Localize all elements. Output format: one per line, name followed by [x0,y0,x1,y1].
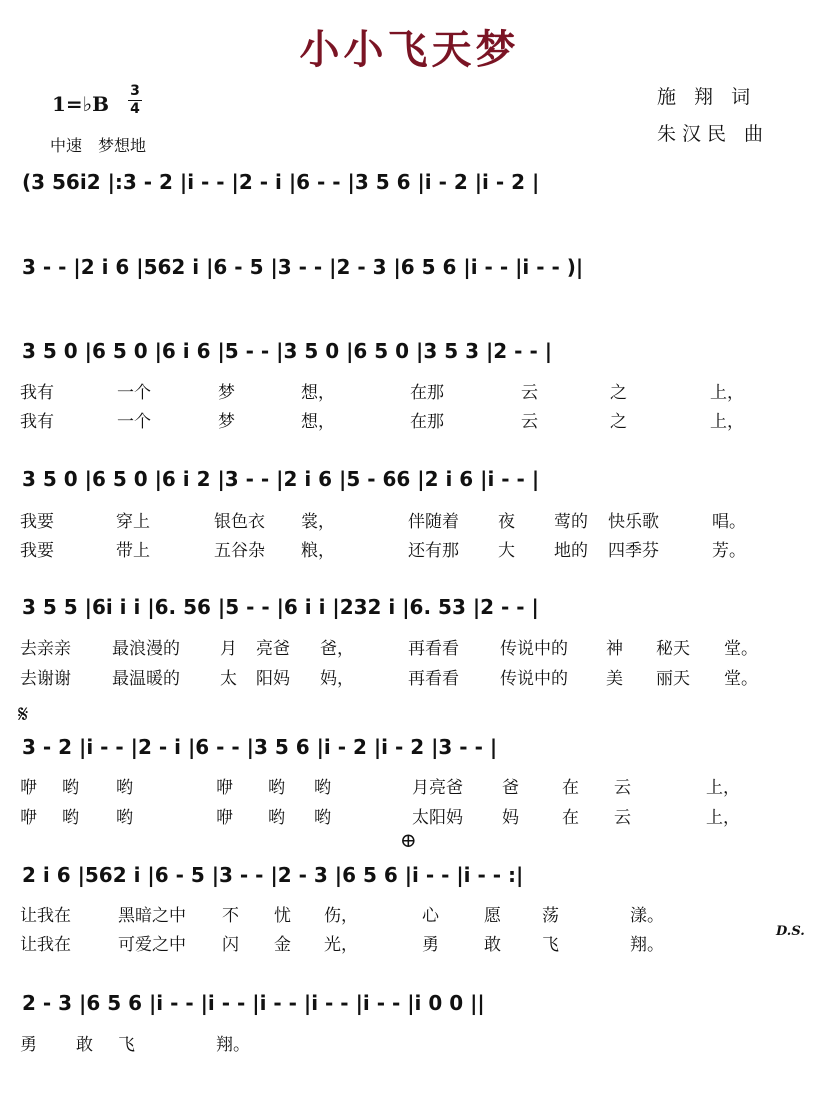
lyric: 银色衣 [214,512,265,532]
lyric: 堂。 [724,639,758,659]
lyric: 让我在 [20,935,71,955]
lyric: 伴随着 [408,512,459,532]
lyrics-line-6-verse-1 [20,773,810,797]
lyric: 裳， [301,512,335,532]
lyric: 一个 [117,383,151,403]
segno-sign: 𝄋 [18,700,29,728]
lyric: 美 [606,669,623,689]
lyrics-line-6-verse-2 [20,803,810,827]
lyric: 神 [606,639,623,659]
lyric: 荡 [542,906,559,926]
song-title: 小小飞天梦 [299,27,520,73]
lyric: 秘天 [656,639,690,659]
lyric: 之 [610,383,627,403]
lyric: 我要 [20,512,54,532]
lyric: 唱。 [712,512,746,532]
lyric: 去亲亲 [20,639,71,659]
lyric: 哟 [116,808,133,828]
notation-text: 3 5 0 |6 5 0 |6 i 6 |5 - - |3 5 0 |6 5 0 |3 5 3 |2 - - | [22,339,553,363]
lyric: 太 [220,669,237,689]
lyric: 伤， [324,906,358,926]
lyric: 光， [324,935,358,955]
lyric: 上， [710,412,744,432]
lyric: 妈， [320,669,354,689]
lyrics-line-5-verse-1 [20,634,810,658]
lyric: 敢 [484,935,501,955]
notation-line-5 [0,588,819,628]
lyric: 黑暗之中 [118,906,186,926]
lyric: 不 [222,906,239,926]
lyric: 传说中的 [500,639,568,659]
lyric: 带上 [116,541,150,561]
lyric: 勇 [422,935,439,955]
lyric: 堂。 [724,669,758,689]
lyric: 在 [562,808,579,828]
notation-line-4-marks [0,460,819,500]
lyric: 云 [614,778,631,798]
notation-line-6-marks [0,728,819,768]
notation-text: 3 - 2 |i - - |2 - i |6 - - |3 5 6 |i - 2 |i - 2 |3 - - | [22,735,498,759]
lyric: 忧 [274,906,291,926]
composer-credit: 朱汉民 曲 [657,123,770,145]
lyric: 咿 [20,778,37,798]
notation-line-5-marks [0,588,819,628]
lyricist-credit: 施 翔 词 [657,86,757,108]
notation-text: 3 5 0 |6 5 0 |6 i 2 |3 - - |2 i 6 |5 - 66 |2 i 6 |i - - | [22,467,540,491]
lyric: 粮， [301,541,335,561]
lyric: 太阳妈 [412,808,463,828]
lyrics-line-3-verse-1 [20,378,810,402]
time-signature-top: 3 [130,83,140,99]
notation-line-8-marks [0,984,819,1024]
lyrics-line-7-verse-2 [20,930,810,954]
notation-line-3-marks [0,332,819,372]
lyric: 五谷杂 [214,541,265,561]
notation-text: (3 56i2 |:3 - 2 |i - - |2 - i |6 - - |3 5 6 |i - 2 |i - 2 | [22,170,540,194]
lyric: 我有 [20,412,54,432]
lyric: 丽天 [656,669,690,689]
notation-text: 3 5 5 |6i i i |6. 56 |5 - - |6 i i |232 i |6. 53 |2 - - | [22,595,539,619]
tempo-marking: 中速 梦想地 [50,136,147,155]
notation-line-6 [0,728,819,768]
lyric: 让我在 [20,906,71,926]
lyric: 飞 [118,1035,135,1055]
lyric: 闪 [222,935,239,955]
lyric: 愿 [484,906,501,926]
lyric: 在那 [410,412,444,432]
lyric: 再看看 [408,639,459,659]
lyric: 上， [706,778,740,798]
notation-line-8 [0,984,819,1024]
lyric: 之 [610,412,627,432]
lyric: 莺的 [554,512,588,532]
lyric: 四季芬 [608,541,659,561]
lyrics-line-4-verse-2 [20,536,810,560]
lyric: 咿 [20,808,37,828]
lyric: 翔。 [216,1035,250,1055]
lyric: 穿上 [116,512,150,532]
lyric: 想， [301,412,335,432]
lyric: 我有 [20,383,54,403]
lyric: 再看看 [408,669,459,689]
lyric: 最温暖的 [112,669,180,689]
lyrics-line-4-verse-1 [20,507,810,531]
lyric: 亮爸 [256,639,290,659]
lyric: 云 [614,808,631,828]
notation-line-1-marks [0,163,819,203]
notation-line-1 [0,163,819,203]
lyric: 传说中的 [500,669,568,689]
notation-line-2 [0,248,819,288]
lyric: 在那 [410,383,444,403]
notation-text: 2 - 3 |6 5 6 |i - - |i - - |i - - |i - - |i - - |i 0 0 || [22,991,485,1015]
lyric: 翔。 [630,935,664,955]
lyric: 大 [498,541,515,561]
notation-line-3 [0,332,819,372]
coda-sign: ⊕ [400,828,417,852]
notation-line-4 [0,460,819,500]
notation-line-2-marks [0,248,819,288]
lyric: 云 [521,412,538,432]
lyrics-line-7-verse-1 [20,901,810,925]
lyric: 爸， [320,639,354,659]
lyric: 哟 [268,778,285,798]
lyric: 在 [562,778,579,798]
lyric: 一个 [117,412,151,432]
lyric: 快乐歌 [608,512,659,532]
lyric: 哟 [314,778,331,798]
lyric: 去谢谢 [20,669,71,689]
notation-line-7 [0,856,819,896]
lyric: 地的 [554,541,588,561]
lyric: 想， [301,383,335,403]
lyric: 上， [706,808,740,828]
lyric: 咿 [216,778,233,798]
lyric: 梦 [218,412,235,432]
lyric: 月亮爸 [412,778,463,798]
lyric: 飞 [542,935,559,955]
lyrics-line-5-verse-2 [20,664,810,688]
key-signature: 1=♭B [52,92,110,116]
lyric: 哟 [116,778,133,798]
lyric: 我要 [20,541,54,561]
dal-segno-marking: D.S. [776,924,805,939]
notation-text: 2 i 6 |562 i |6 - 5 |3 - - |2 - 3 |6 5 6 |i - - |i - - :| [22,863,524,887]
lyric: 夜 [498,512,515,532]
lyric: 云 [521,383,538,403]
lyric: 哟 [268,808,285,828]
lyric: 月 [220,639,237,659]
lyric: 上， [710,383,744,403]
lyric: 心 [422,906,439,926]
lyric: 漾。 [630,906,664,926]
lyric: 哟 [314,808,331,828]
time-signature-bottom: 4 [130,101,140,117]
lyric: 妈 [502,808,519,828]
time-signature [128,84,142,117]
lyric: 爸 [502,778,519,798]
lyrics-line-8 [20,1030,810,1054]
lyric: 梦 [218,383,235,403]
lyric: 哟 [62,808,79,828]
notation-line-7-marks [0,856,819,896]
lyric: 芳。 [712,541,746,561]
lyric: 哟 [62,778,79,798]
lyric: 可爱之中 [118,935,186,955]
lyrics-line-3-verse-2 [20,407,810,431]
lyric: 还有那 [408,541,459,561]
lyric: 最浪漫的 [112,639,180,659]
notation-text: 3 - - |2 i 6 |562 i |6 - 5 |3 - - |2 - 3 |6 5 6 |i - - |i - - )| [22,255,584,279]
lyric: 金 [274,935,291,955]
lyric: 阳妈 [256,669,290,689]
lyric: 咿 [216,808,233,828]
lyric: 敢 [76,1035,93,1055]
lyric: 勇 [20,1035,37,1055]
